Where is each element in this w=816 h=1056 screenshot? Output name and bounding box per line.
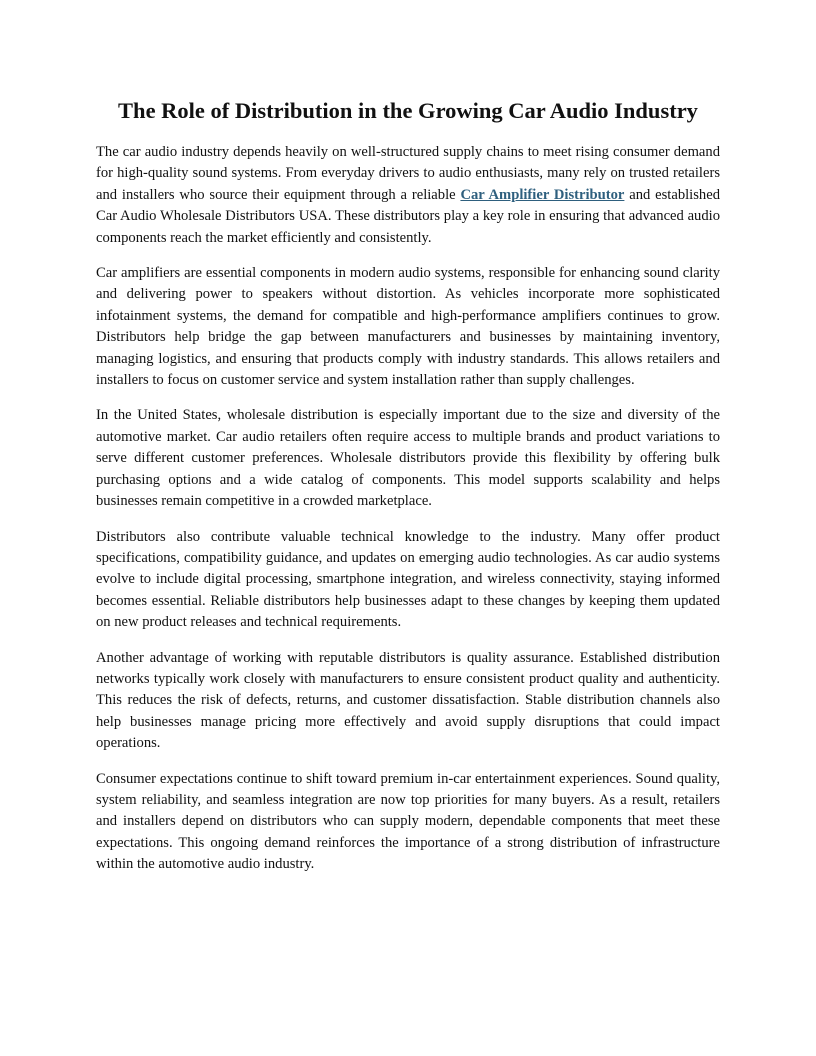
- paragraph-consumer-expectations: Consumer expectations continue to shift toward premium in-car entertainment experiences. Sound quality, system reliability, and seamless integration are now top priorities for many buyers. As a result, retailers and installers depend on distributors who can supply modern, dependable components that meet these expectations. This ongoing demand reinforces the importance of a strong distribution of infrastructure within the automotive audio industry.: [96, 770, 720, 873]
- document-page: [96, 96, 720, 890]
- paragraph-amplifiers: Car amplifiers are essential components in modern audio systems, responsible for enhancing sound clarity and delivering power to speakers without distortion. As vehicles incorporate more sophisticated infotainment systems, the demand for compatible and high-performance amplifiers continues to grow. Distributors help bridge the gap between manufacturers and businesses by maintaining inventory, managing logistics, and ensuring that products comply with industry standards. This allows retailers and installers to focus on customer service and system installation rather than supply challenges.: [96, 265, 720, 389]
- paragraph-intro-after: and established Car Audio Wholesale Distributors USA. These distributors play a key role in ensuring that advanced audio components reach the market efficiently and consistently.: [96, 186, 720, 246]
- paragraph-wholesale-usa: In the United States, wholesale distribution is especially important due to the size and diversity of the automotive market. Car audio retailers often require access to multiple brands and product variations to serve different customer preferences. Wholesale distributors provide this flexibility by offering bulk purchasing options and a wide catalog of components. This model supports scalability and helps businesses remain competitive in a crowded marketplace.: [96, 407, 720, 510]
- car-amplifier-distributor-link[interactable]: Car Amplifier Distributor: [460, 186, 625, 203]
- document-title: The Role of Distribution in the Growing Car Audio Industry: [118, 98, 698, 123]
- paragraph-quality-assurance: Another advantage of working with reputable distributors is quality assurance. Established distribution networks typically work closely with manufacturers to ensure consistent product quality and authenticity. This reduces the risk of defects, returns, and customer dissatisfaction. Stable distribution channels also help businesses manage pricing more effectively and avoid supply disruptions that could impact operations.: [96, 649, 720, 752]
- paragraph-intro: [96, 142, 720, 249]
- paragraph-technical-knowledge: Distributors also contribute valuable technical knowledge to the industry. Many offer product specifications, compatibility guidance, and updates on emerging audio technologies. As car audio systems evolve to include digital processing, smartphone integration, and wireless connectivity, staying informed becomes essential. Reliable distributors help businesses adapt to these changes by keeping them updated on new product releases and technical requirements.: [96, 528, 720, 631]
- paragraph-intro-before: The car audio industry depends heavily on well-structured supply chains to meet rising consumer demand for high-quality sound systems. From everyday drivers to audio enthusiasts, many rely on trusted retailers and installers who source their equipment through a reliable: [96, 144, 720, 203]
